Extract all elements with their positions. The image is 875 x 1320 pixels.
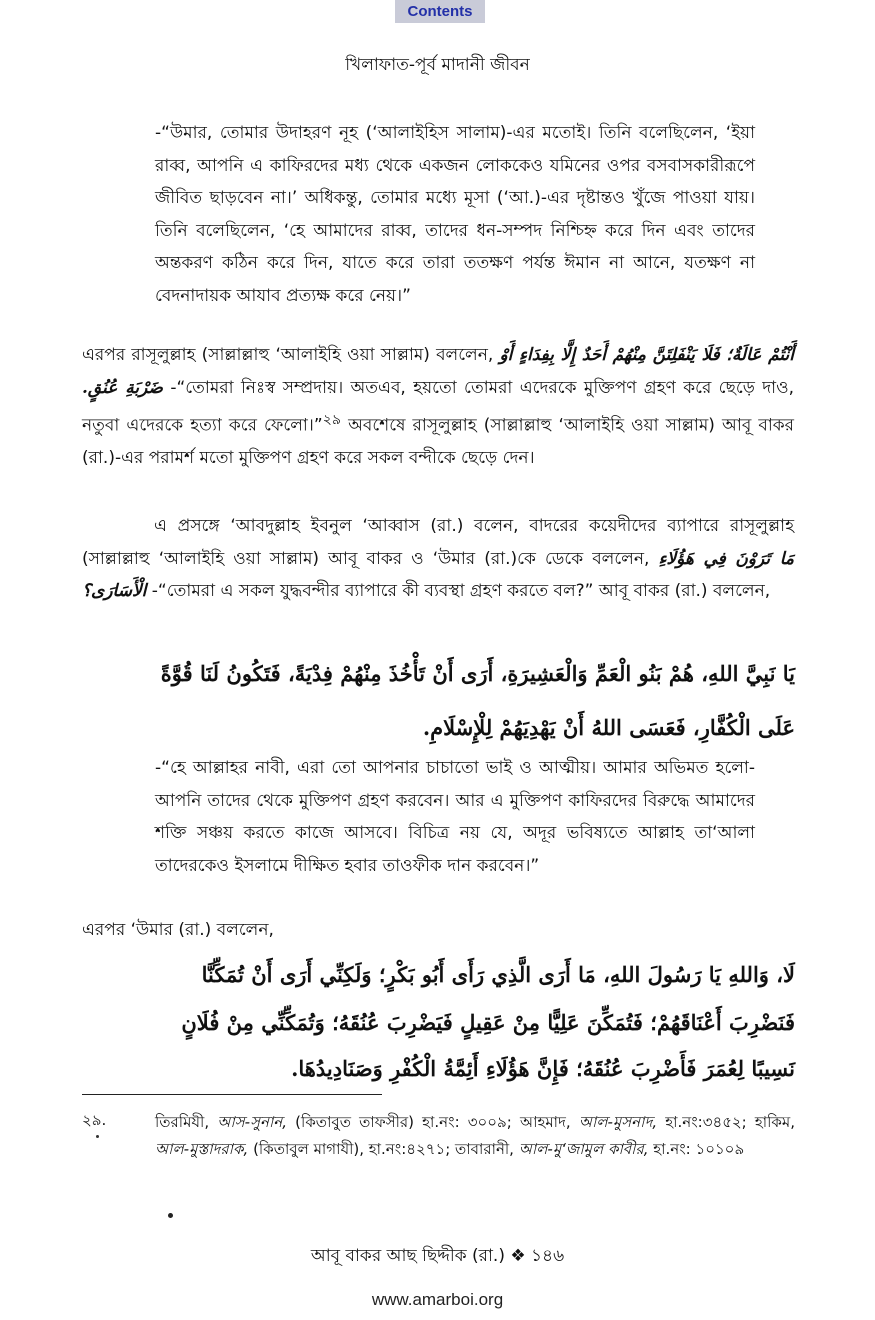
para1-pre: এরপর রাসূলুল্লাহ (সাল্লাল্লাহু ‘আলাইহি ওয়া সাল্লাম) বললেন, [82,345,500,365]
footnote-ref[interactable]: ২৯ [322,412,342,429]
para2-arabic-inline: مَا تَرَوْنَ فِي هَؤُلَاءِ الْأَسَارَى؟ [82,548,794,602]
page-footer: আবূ বাকর আছ ছিদ্দীক (রা.) ❖ ১৪৬ [310,1246,565,1266]
arabic-1-line-2: عَلَى الْكُفَّارِ، فَعَسَى اللهُ أَنْ يَهْدِيَهُمْ لِلْإِسْلَامِ. [422,715,795,740]
arabic-block-2 [155,955,795,1089]
quote-block-2 [155,752,755,882]
paragraph-1 [82,339,794,475]
para3-text: এরপর ‘উমার (রা.) বললেন, [82,920,274,940]
arabic-2-line-3: نَسِيبًا لِعُمَرَ فَأَضْرِبَ عُنُقَهُ؛ فَإِنَّ هَؤُلَاءِ أَئِمَّةُ الْكُفْرِ وَصَنَادِيدُهَا. [291,1056,795,1081]
quote-block-1 [155,117,755,313]
quote-text-2: -“হে আল্লাহর নাবী, এরা তো আপনার চাচাতো ভাই ও আত্মীয়। আমার অভিমত হলো- আপনি তাদের থেকে মুক্তিপণ গ্রহণ করবেন। আর এ মুক্তিপণ কাফিরদের বিরুদ্ধে আমাদের শক্তি সঞ্চয় করতে কাজে আসবে। বিচিত্র নয় যে, অদূর ভবিষ্যতে আল্লাহ তা‘আলা তাদেরকেও ইসলামে দীক্ষিত হবার তাওফীক দান করবেন।” [155,758,755,876]
arabic-2-line-1: لَا، وَاللهِ يَا رَسُولَ اللهِ، مَا أَرَى الَّذِي رَأَى أَبُو بَكْرٍ؛ وَلَكِنِّي أَرَى أَنْ تُمَكِّنَّا [201,962,795,987]
footnote-number: ২৯. [82,1111,107,1129]
paragraph-2 [82,510,794,608]
site-url[interactable]: www.amarboi.org [371,1290,504,1309]
quote-text-1: -“উমার, তোমার উদাহরণ নূহ (‘আলাইহিস সালাম)-এর মতোই। তিনি বলেছিলেন, ‘ইয়া রাব্ব, আপনি এ কাফিরদের মধ্য থেকে একজন লোককেও যমিনের ওপর বসবাসকারীরূপে জীবিত ছাড়বেন না।’ অধিকন্তু, তোমার মধ্যে মূসা (‘আ.)-এর দৃষ্টান্তও খুঁজে পাওয়া যায়। তিনি বলেছিলেন, ‘হে আমাদের রাব্ব, তাদের ধন-সম্পদ নিশ্চিহ্ন করে দিন এবং তাদের অন্তকরণ কঠিন করে দিন, যাতে করে তারা ততক্ষণ পর্যন্ত ঈমান না আনে, যতক্ষণ না বেদনাদায়ক আযাব প্রত্যক্ষ করে নেয়।” [155,123,755,306]
paragraph-3 [82,914,794,947]
footnote-divider [82,1094,382,1095]
para2-post: -“তোমরা এ সকল যুদ্ধবন্দীর ব্যাপারে কী ব্যবস্থা গ্রহণ করতে বল?” আবূ বাকর (রা.) বললেন, [146,581,771,602]
arabic-2-line-2: فَنَضْرِبَ أَعْنَاقَهُمْ؛ فَتُمَكِّنَ عَلِيًّا مِنْ عَقِيلٍ فَيَضْرِبَ عُنُقَهُ؛ وَتُمَكِّنِّي مِنْ فُلَانٍ [181,1010,795,1035]
footnote-dot-mark [96,1135,99,1138]
para2-pre: এ প্রসঙ্গে ‘আবদুল্লাহ ইবনুল ‘আব্বাস (রা.) বলেন, বাদরের কয়েদীদের ব্যাপারে রাসূলুল্লাহ (সাল্লাল্লাহু ‘আলাইহি ওয়া সাল্লাম) আবূ বাকর ও ‘উমার (রা.)কে ডেকে বললেন, [82,516,794,569]
para1-post: -“তোমরা নিঃস্ব সম্প্রদায়। অতএব, হয়তো তোমরা এদেরকে মুক্তিপণ গ্রহণ করে ছেড়ে দাও, নতুবা এদেরকে হত্যা করে ফেলো।” [82,377,794,436]
para1-arabic-inline: أَنْتُمْ عَالَةٌ؛ فَلَا يَنْفَلِتَنَّ مِنْهُمْ أَحَدٌ إِلَّا بِفِدَاءٍ أَوْ ضَرْبَةِ عُنُقٍ. [82,345,794,398]
page-header-title: খিলাফাত-পূর্ব মাদানী জীবন [345,55,530,75]
arabic-block-1 [155,654,795,748]
arabic-1-line-1: يَا نَبِيَّ اللهِ، هُمْ بَنُو الْعَمِّ وَالْعَشِيرَةِ، أَرَى أَنْ تَأْخُذَ مِنْهُمْ فِدْيَةً، فَتَكُونُ لَنَا قُوَّةً [160,661,795,686]
footnote-text: তিরমিযী, আস-সুনান, (কিতাবুত তাফসীর) হা.নং: ৩০০৯; আহমাদ, আল-মুসনাদ, হা.নং:৩৪৫২; হাকিম, আল-মুস্তাদরাক, (কিতাবুল মাগাযী), হা.নং:৪২৭১; তাবারানী, আল-মু‘জামুল কাবীর, হা.নং: ১০১০৯ [155,1113,795,1158]
para1-rest: অবশেষে রাসূলুল্লাহ (সাল্লাল্লাহু ‘আলাইহি ওয়া সাল্লাম) আবূ বাকর (রা.)-এর পরামর্শ মতো মুক্তিপণ গ্রহণ করে সকল বন্দীকে ছেড়ে দেন। [82,415,795,469]
stray-dot-mark [168,1213,173,1218]
contents-button[interactable]: Contents [395,0,485,23]
